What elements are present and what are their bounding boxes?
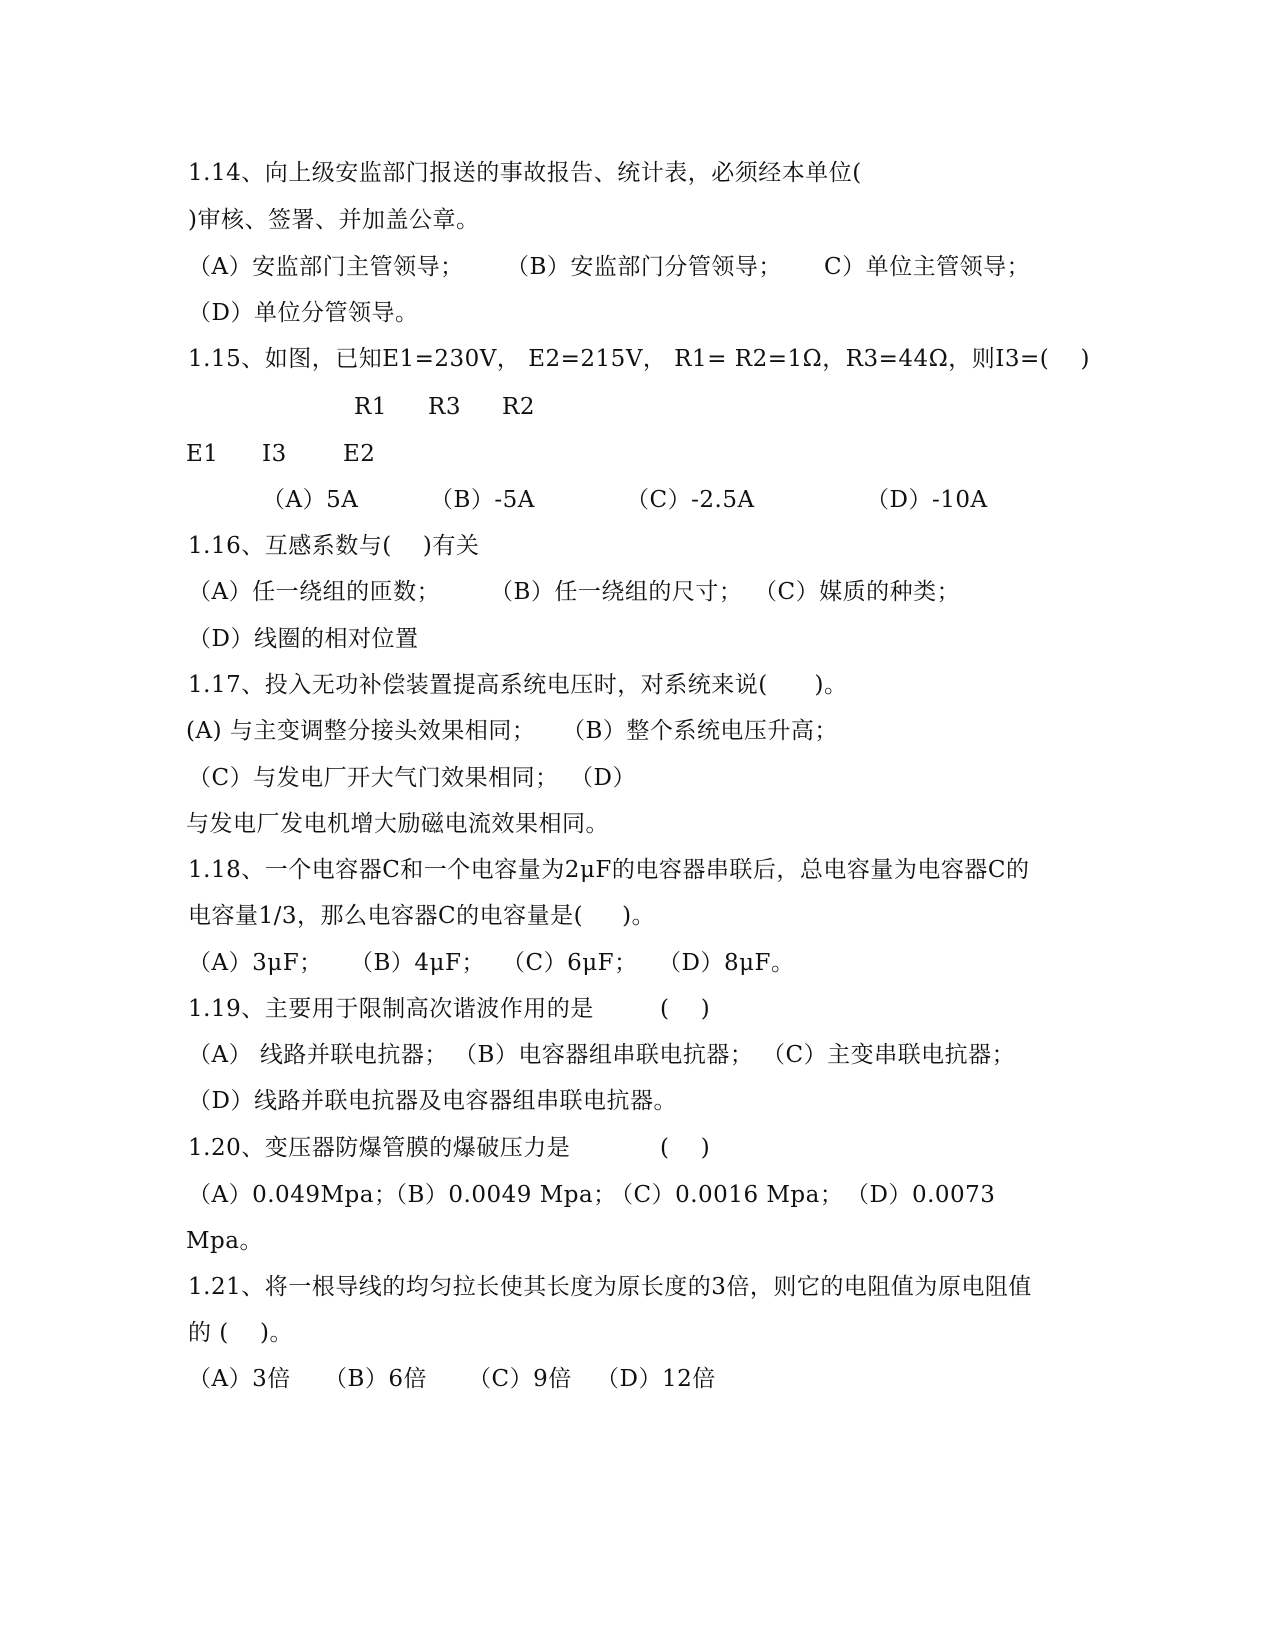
q20-answer-blank: ( ): [660, 1135, 711, 1161]
q19-option-c: （C）主变串联电抗器；: [762, 1042, 1016, 1068]
q21-option-a: （A）3倍: [188, 1366, 291, 1392]
q14-stem-line-2: )审核、签署、并加盖公章。: [188, 207, 480, 233]
q20-option-d: （D）0.0073: [846, 1182, 996, 1208]
q18-stem-line-2: 电容量1/3，那么电容器C的电容量是( )。: [188, 903, 656, 929]
q20-stem: 1.20、变压器防爆管膜的爆破压力是: [188, 1135, 571, 1161]
q18-option-c: （C）6μF；: [502, 950, 638, 976]
q20-option-b: （B）0.0049 Mpa；: [384, 1182, 617, 1208]
q15-figure-label-i3: I3: [262, 441, 287, 467]
q20-option-c: （C）0.0016 Mpa；: [610, 1182, 844, 1208]
q21-option-c: （C）9倍: [468, 1366, 572, 1392]
q19-answer-blank: ( ): [660, 996, 711, 1022]
q21-stem-line-1: 1.21、将一根导线的均匀拉长使其长度为原长度的3倍，则它的电阻值为原电阻值: [188, 1274, 1032, 1300]
q17-stem: 1.17、投入无功补偿装置提高系统电压时，对系统来说( )。: [188, 672, 848, 698]
q18-stem-line-1: 1.18、一个电容器C和一个电容量为2μF的电容器串联后，总电容量为电容器C的: [188, 857, 1030, 883]
q17-option-c: （C）与发电厂开大气门效果相同；: [188, 765, 559, 791]
q21-stem-line-2: 的 ( )。: [188, 1320, 294, 1346]
q20-option-a: （A）0.049Mpa；: [188, 1182, 398, 1208]
q15-stem: 1.15、如图，已知E1=230V， E2=215V， R1= R2=1Ω，R3=44Ω，则I3=( ): [188, 346, 1090, 372]
q16-stem: 1.16、互感系数与( )有关: [188, 533, 480, 559]
q14-option-a: （A）安监部门主管领导；: [188, 254, 464, 280]
q17-option-a: (A) 与主变调整分接头效果相同；: [186, 718, 536, 744]
q18-option-d: （D）8μF。: [658, 950, 795, 976]
q16-option-a: （A）任一绕组的匝数；: [188, 579, 441, 605]
q21-option-d: （D）12倍: [596, 1366, 716, 1392]
q15-option-c: （C）-2.5A: [626, 487, 755, 513]
q15-figure-label-r3: R3: [428, 394, 461, 420]
q17-option-d: （D）: [570, 765, 636, 791]
q14-option-b: （B）安监部门分管领导；: [506, 254, 782, 280]
q15-figure-label-r2: R2: [502, 394, 535, 420]
q15-option-d: （D）-10A: [866, 487, 988, 513]
q15-figure-label-e1: E1: [186, 441, 219, 467]
q15-figure-label-e2: E2: [343, 441, 376, 467]
q17-option-b: （B）整个系统电压升高；: [562, 718, 838, 744]
q17-option-d-continued: 与发电厂发电机增大励磁电流效果相同。: [186, 811, 609, 837]
q20-option-d-continued: Mpa。: [186, 1228, 263, 1254]
q15-option-b: （B）-5A: [430, 487, 535, 513]
q15-option-a: （A）5A: [262, 487, 359, 513]
q19-option-a: （A） 线路并联电抗器；: [188, 1042, 448, 1068]
q18-option-a: （A）3μF；: [188, 950, 323, 976]
q16-option-d: （D）线圈的相对位置: [188, 626, 419, 652]
q16-option-c: （C）媒质的种类；: [754, 579, 961, 605]
q19-option-b: （B）电容器组串联电抗器；: [454, 1042, 754, 1068]
q16-option-b: （B）任一绕组的尺寸；: [490, 579, 743, 605]
q15-figure-label-r1: R1: [354, 394, 387, 420]
q19-stem: 1.19、主要用于限制高次谐波作用的是: [188, 996, 594, 1022]
q19-option-d: （D）线路并联电抗器及电容器组串联电抗器。: [188, 1088, 677, 1114]
q14-option-c: C）单位主管领导；: [824, 254, 1031, 280]
q14-option-d: （D）单位分管领导。: [188, 300, 419, 326]
q18-option-b: （B）4μF；: [350, 950, 485, 976]
q14-stem-line-1: 1.14、向上级安监部门报送的事故报告、统计表，必须经本单位(: [188, 160, 862, 186]
q21-option-b: （B）6倍: [324, 1366, 428, 1392]
